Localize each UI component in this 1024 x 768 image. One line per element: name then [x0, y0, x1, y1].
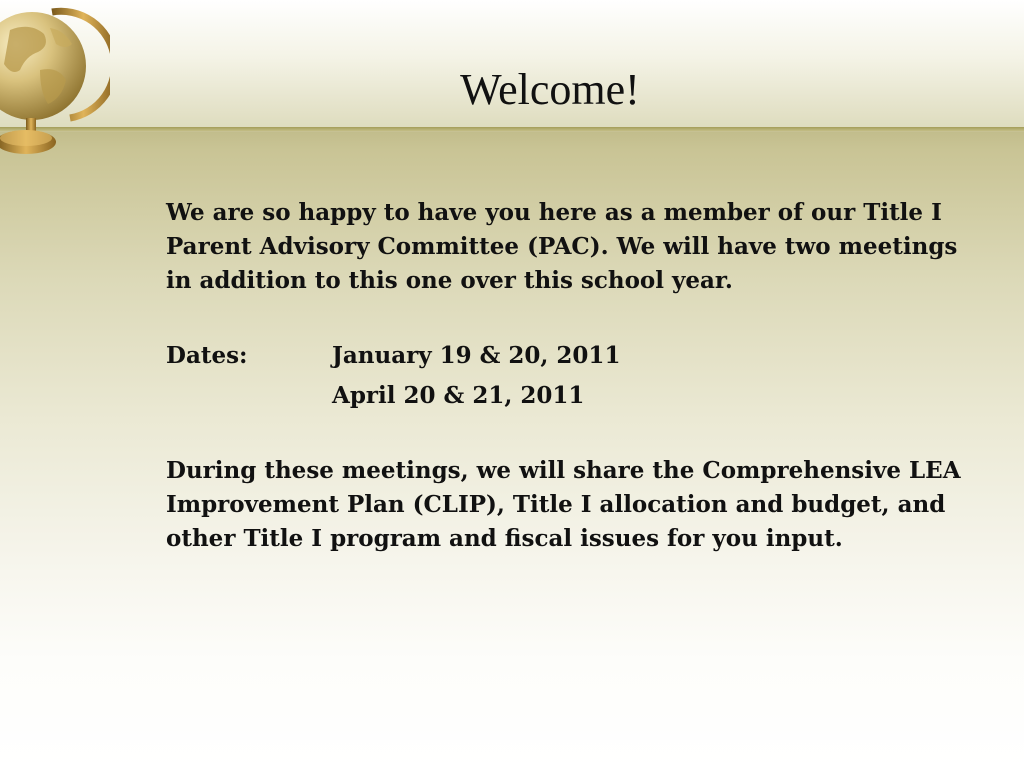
- meeting-date: April 20 & 21, 2011: [332, 382, 585, 409]
- slide-title: Welcome!: [460, 65, 640, 114]
- dates-list: [332, 336, 620, 416]
- slide-body: [166, 196, 976, 594]
- dates-label: Dates:: [166, 342, 248, 369]
- intro-paragraph: We are so happy to have you here as a member of our Title I Parent Advisory Committee (PAC). We will have two meetings in addition to this one over this school year.: [166, 199, 958, 294]
- dates-block: [166, 336, 976, 416]
- closing-paragraph: During these meetings, we will share the Comprehensive LEA Improvement Plan (CLIP), Title I allocation and budget, and other Title I program and fiscal issues for you input.: [166, 457, 961, 552]
- meeting-date: January 19 & 20, 2011: [332, 342, 621, 369]
- header-divider: [0, 127, 1024, 131]
